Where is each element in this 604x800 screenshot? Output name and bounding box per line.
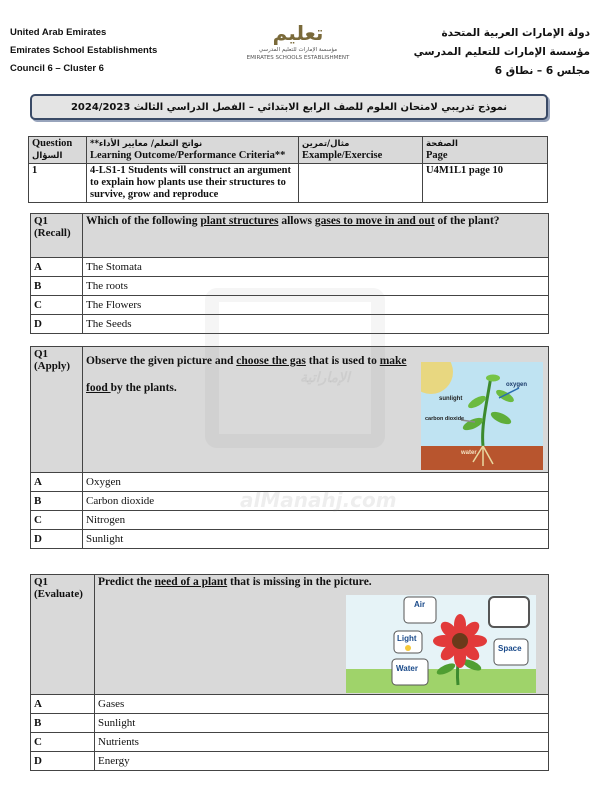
option-letter: D (31, 752, 95, 771)
question-evaluate (30, 574, 549, 771)
label-space: Space (498, 644, 522, 653)
question-row (31, 575, 549, 695)
q-text-part: that is missing in the picture. (227, 576, 372, 588)
question-row (31, 347, 549, 473)
option-text: Carbon dioxide (83, 492, 549, 511)
watermark-text-ar: الإماراتية (300, 370, 350, 386)
option-text: The Seeds (83, 315, 549, 334)
col-example-ar: مثال/تمرين (302, 139, 350, 149)
label-oxygen: oxygen (506, 382, 528, 388)
header-left (10, 24, 157, 78)
option-text: Nitrogen (83, 511, 549, 530)
q-text-part: Observe the given picture and (86, 355, 237, 367)
outcome-table-header (29, 137, 548, 164)
question-level: (Recall) (34, 227, 71, 239)
council-en: Council 6 – Cluster 6 (10, 63, 104, 74)
col-page-en: Page (426, 150, 448, 161)
option-letter: B (31, 492, 83, 511)
row-outcome: 4-LS1-1 Students will construct an argument to explain how plants use their structures to survive, grow and reproduce (87, 164, 299, 203)
option-row[interactable] (31, 511, 549, 530)
q-text-part: allows (278, 215, 315, 227)
option-letter: D (31, 315, 83, 334)
council-ar: مجلس 6 – نطاق 6 (494, 65, 590, 77)
option-letter: A (31, 695, 95, 714)
row-page: U4M1L1 page 10 (423, 164, 548, 203)
col-outcome-en: Learning Outcome/Performance Criteria** (90, 150, 286, 161)
question-apply (30, 346, 549, 549)
option-letter: B (31, 714, 95, 733)
logo-arabic: تعليم (272, 21, 324, 45)
col-outcome (87, 137, 299, 164)
option-letter: C (31, 296, 83, 315)
table-row (29, 164, 548, 203)
option-row[interactable] (31, 258, 549, 277)
option-row[interactable] (31, 296, 549, 315)
option-row[interactable] (31, 530, 549, 549)
exam-title-text: نموذج تدريبي لامتحان العلوم للصف الرابع الابتدائي – الفصل الدراسي الثالث 2024/2023 (70, 101, 508, 113)
option-letter: B (31, 277, 83, 296)
label-water: water (461, 450, 477, 456)
col-outcome-ar: **نواتج التعلم/ معايير الأداء (90, 139, 203, 149)
photosynthesis-picture (421, 362, 543, 470)
watermark-text: alManahj.com (240, 488, 397, 512)
option-text: Sunlight (95, 714, 549, 733)
question-row (31, 214, 549, 258)
q-text-part: Predict the (98, 576, 155, 588)
option-row[interactable] (31, 277, 549, 296)
col-page (423, 137, 548, 164)
label-carbon-dioxide: carbon dioxide (425, 416, 465, 422)
outcome-table (28, 136, 548, 203)
option-letter: A (31, 258, 83, 277)
option-text: Oxygen (83, 473, 549, 492)
row-number: 1 (29, 164, 87, 203)
col-page-ar: الصفحة (426, 139, 458, 149)
header-right (414, 24, 590, 81)
option-row[interactable] (31, 695, 549, 714)
option-letter: C (31, 733, 95, 752)
establishment-ar: مؤسسة الإمارات للتعليم المدرسي (413, 46, 590, 58)
question-label (31, 214, 83, 258)
label-light: Light (397, 634, 417, 643)
question-level: (Evaluate) (34, 588, 83, 600)
label-air: Air (414, 600, 426, 609)
option-row[interactable] (31, 752, 549, 771)
q-text-underlined: choose the gas (236, 355, 306, 367)
q-text-part: that is used to (305, 355, 380, 367)
establishment-en: Emirates School Establishments (10, 45, 158, 56)
question-recall (30, 213, 549, 334)
country-en: United Arab Emirates (10, 27, 107, 38)
question-label (31, 575, 95, 695)
q-text-underlined: food (86, 382, 111, 394)
establishment-logo (244, 20, 352, 70)
row-example (299, 164, 423, 203)
option-letter: D (31, 530, 83, 549)
plant-needs-picture (346, 595, 536, 693)
label-water: Water (396, 664, 418, 673)
q-text-underlined: need of a plant (154, 576, 228, 588)
option-text: Sunlight (83, 530, 549, 549)
q-text-underlined: gases to move in and out (314, 215, 435, 227)
logo-sub-ar: مؤسسة الإمارات للتعليم المدرسي (258, 47, 338, 53)
col-question-en: Question (32, 138, 73, 149)
question-text (83, 214, 549, 258)
logo-sub-en: EMIRATES SCHOOLS ESTABLISHMENT (246, 55, 350, 61)
question-number: Q1 (34, 348, 49, 360)
option-row[interactable] (31, 315, 549, 334)
col-example-en: Example/Exercise (302, 150, 383, 161)
label-sunlight: sunlight (439, 396, 463, 402)
option-text: The Flowers (83, 296, 549, 315)
col-question (29, 137, 87, 164)
option-text: The Stomata (83, 258, 549, 277)
exam-title (30, 94, 548, 120)
option-text: The roots (83, 277, 549, 296)
q-text-underlined: make (379, 355, 407, 367)
page-header (0, 0, 604, 92)
q-text-part: Which of the following (86, 215, 201, 227)
option-text: Nutrients (95, 733, 549, 752)
q-text-part: by the plants. (110, 382, 177, 394)
option-row[interactable] (31, 733, 549, 752)
question-label (31, 347, 83, 473)
country-ar: دولة الإمارات العربية المتحدة (441, 27, 590, 39)
question-text (83, 347, 549, 473)
question-text (95, 575, 549, 695)
q-text-part: of the plant? (434, 215, 500, 227)
option-row[interactable] (31, 714, 549, 733)
question-number: Q1 (34, 215, 49, 227)
option-letter: C (31, 511, 83, 530)
option-text: Gases (95, 695, 549, 714)
option-text: Energy (95, 752, 549, 771)
question-level: (Apply) (34, 360, 71, 372)
col-example (299, 137, 423, 164)
col-question-ar: السؤال (32, 151, 63, 161)
option-letter: A (31, 473, 83, 492)
q-text-underlined: plant structures (200, 215, 279, 227)
question-number: Q1 (34, 576, 49, 588)
